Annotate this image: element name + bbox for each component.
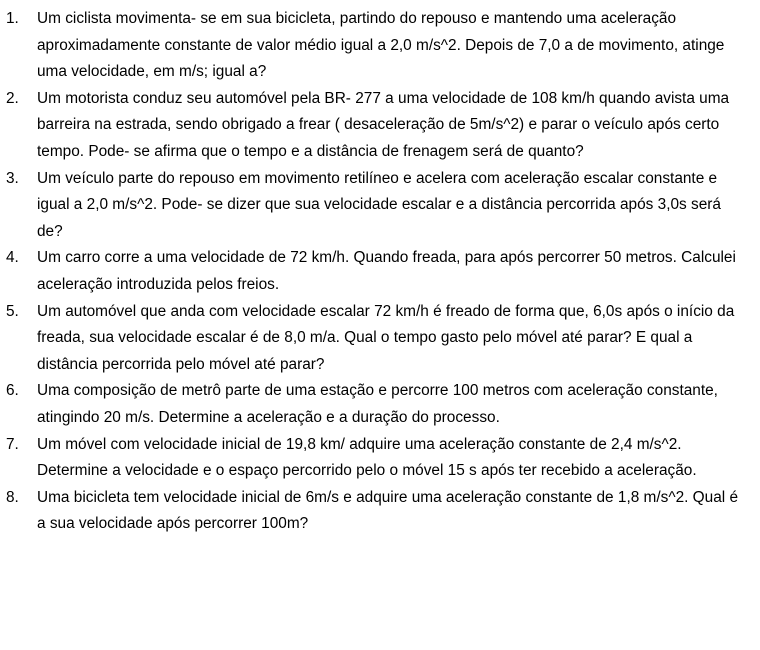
question-item-3 (0, 166, 752, 246)
question-text: Um veículo parte do repouso em movimento retilíneo e acelera com aceleração escalar constante e igual a 2,0 m/s^2. Pode- se dizer que sua velocidade escalar e a distância percorrida após 3,0s será de? (37, 169, 721, 240)
question-text: Um ciclista movimenta- se em sua bicicleta, partindo do repouso e mantendo uma aceleração aproximadamente constante de valor médio igual a 2,0 m/s^2. Depois de 7,0 a de movimento, atinge uma velocidade, em m/s; igual a? (37, 10, 725, 81)
question-number: 6. (6, 382, 19, 400)
question-text: Uma composição de metrô parte de uma estação e percorre 100 metros com aceleração constante, atingindo 20 m/s. Determine a aceleração e a duração do processo. (37, 382, 718, 426)
question-number: 2. (6, 89, 19, 107)
question-number: 4. (6, 249, 19, 267)
question-list (0, 6, 752, 538)
question-item-5 (0, 299, 752, 379)
question-number: 8. (6, 488, 19, 506)
question-item-4 (0, 245, 752, 298)
question-item-1 (0, 6, 752, 86)
question-number: 5. (6, 302, 19, 320)
question-number: 7. (6, 435, 19, 453)
question-text: Um motorista conduz seu automóvel pela BR- 277 a uma velocidade de 108 km/h quando avista uma barreira na estrada, sendo obrigado a frear ( desaceleração de 5m/s^2) e parar o veículo após certo tempo. Pode- se afirma que o tempo e a distância de frenagem será de quanto? (37, 89, 730, 160)
question-number: 3. (6, 169, 19, 187)
question-number: 1. (6, 10, 19, 27)
question-text: Um móvel com velocidade inicial de 19,8 km/ adquire uma aceleração constante de 2,4 m/s^2. Determine a velocidade e o espaço percorrido pelo o móvel 15 s após ter recebido a aceleração. (37, 435, 697, 480)
question-text: Um carro corre a uma velocidade de 72 km/h. Quando freada, para após percorrer 50 metros. Calculei aceleração introduzida pelos freios. (37, 249, 736, 293)
question-item-6 (0, 378, 752, 431)
question-text: Um automóvel que anda com velocidade escalar 72 km/h é freado de forma que, 6,0s após o início da freada, sua velocidade escalar é de 8,0 m/a. Qual o tempo gasto pelo móvel até parar? E qual a distância percorrida pelo móvel até parar? (37, 302, 735, 373)
question-text: Uma bicicleta tem velocidade inicial de 6m/s e adquire uma aceleração constante de 1,8 m/s^2. Qual é a sua velocidade após percorrer 100m? (37, 488, 739, 533)
question-item-8 (0, 485, 752, 538)
question-item-7 (0, 432, 752, 485)
question-item-2 (0, 86, 752, 166)
